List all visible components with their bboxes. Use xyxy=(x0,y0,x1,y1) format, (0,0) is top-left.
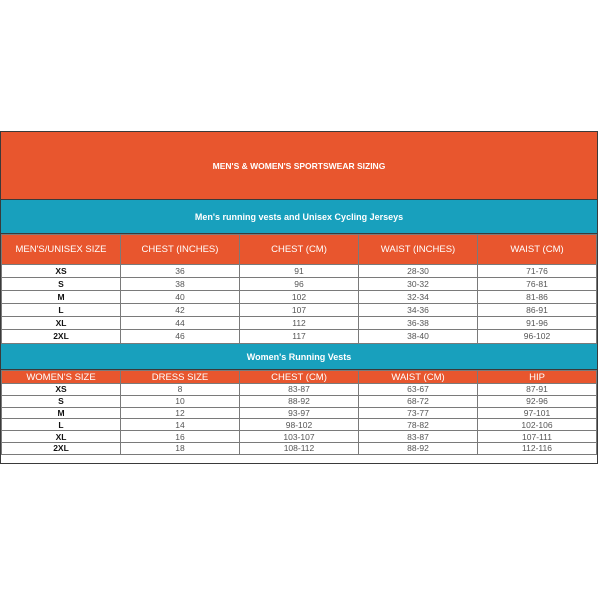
women-value-cell: 73-77 xyxy=(359,407,478,419)
table-row xyxy=(2,330,597,343)
women-value-cell: 83-87 xyxy=(240,384,359,396)
men-value-cell: 36-38 xyxy=(359,317,478,330)
men-value-cell: 38 xyxy=(121,278,240,291)
women-size-cell: L xyxy=(2,419,121,431)
men-size-cell: 2XL xyxy=(2,330,121,343)
men-column-header: CHEST (INCHES) xyxy=(121,235,240,265)
women-value-cell: 88-92 xyxy=(359,442,478,454)
women-size-cell: 2XL xyxy=(2,442,121,454)
women-size-table xyxy=(1,370,597,455)
table-row xyxy=(2,384,597,396)
table-row xyxy=(2,278,597,291)
women-value-cell: 12 xyxy=(121,407,240,419)
women-column-header: DRESS SIZE xyxy=(121,371,240,384)
women-section-heading-text: Women's Running Vests xyxy=(246,351,352,362)
men-header-row xyxy=(2,235,597,265)
men-value-cell: 91-96 xyxy=(478,317,597,330)
women-column-header: WAIST (CM) xyxy=(359,371,478,384)
women-value-cell: 63-67 xyxy=(359,384,478,396)
women-value-cell: 14 xyxy=(121,419,240,431)
women-value-cell: 102-106 xyxy=(478,419,597,431)
women-column-header: CHEST (CM) xyxy=(240,371,359,384)
men-value-cell: 96-102 xyxy=(478,330,597,343)
men-value-cell: 32-34 xyxy=(359,291,478,304)
women-header-row xyxy=(2,371,597,384)
table-row xyxy=(2,304,597,317)
men-section-heading xyxy=(1,200,597,234)
women-value-cell: 98-102 xyxy=(240,419,359,431)
table-row xyxy=(2,442,597,454)
men-value-cell: 36 xyxy=(121,265,240,278)
men-value-cell: 91 xyxy=(240,265,359,278)
men-column-header: WAIST (INCHES) xyxy=(359,235,478,265)
men-column-header: MEN'S/UNISEX SIZE xyxy=(2,235,121,265)
men-size-table xyxy=(1,234,597,344)
men-value-cell: 38-40 xyxy=(359,330,478,343)
table-row xyxy=(2,265,597,278)
men-size-cell: M xyxy=(2,291,121,304)
women-column-header: HIP xyxy=(478,371,597,384)
women-size-cell: XS xyxy=(2,384,121,396)
men-section-heading-text: Men's running vests and Unisex Cycling Jerseys xyxy=(194,211,404,222)
sizing-chart xyxy=(0,131,598,464)
women-value-cell: 88-92 xyxy=(240,395,359,407)
men-value-cell: 112 xyxy=(240,317,359,330)
men-value-cell: 96 xyxy=(240,278,359,291)
women-value-cell: 93-97 xyxy=(240,407,359,419)
table-row xyxy=(2,395,597,407)
men-value-cell: 30-32 xyxy=(359,278,478,291)
men-column-header: CHEST (CM) xyxy=(240,235,359,265)
women-value-cell: 92-96 xyxy=(478,395,597,407)
table-row xyxy=(2,419,597,431)
women-value-cell: 108-112 xyxy=(240,442,359,454)
women-table-body xyxy=(2,384,597,455)
men-value-cell: 28-30 xyxy=(359,265,478,278)
table-row xyxy=(2,407,597,419)
men-value-cell: 71-76 xyxy=(478,265,597,278)
women-value-cell: 68-72 xyxy=(359,395,478,407)
women-value-cell: 10 xyxy=(121,395,240,407)
table-row xyxy=(2,431,597,443)
women-section-heading xyxy=(1,344,597,370)
women-value-cell: 107-111 xyxy=(478,431,597,443)
women-value-cell: 112-116 xyxy=(478,442,597,454)
men-value-cell: 102 xyxy=(240,291,359,304)
women-size-cell: S xyxy=(2,395,121,407)
women-value-cell: 87-91 xyxy=(478,384,597,396)
women-value-cell: 18 xyxy=(121,442,240,454)
men-column-header: WAIST (CM) xyxy=(478,235,597,265)
women-value-cell: 103-107 xyxy=(240,431,359,443)
chart-title xyxy=(1,132,597,200)
men-value-cell: 40 xyxy=(121,291,240,304)
men-value-cell: 42 xyxy=(121,304,240,317)
men-value-cell: 117 xyxy=(240,330,359,343)
men-size-cell: S xyxy=(2,278,121,291)
men-table-body xyxy=(2,265,597,344)
men-size-cell: XL xyxy=(2,317,121,330)
women-size-cell: M xyxy=(2,407,121,419)
men-size-cell: XS xyxy=(2,265,121,278)
men-value-cell: 44 xyxy=(121,317,240,330)
women-value-cell: 97-101 xyxy=(478,407,597,419)
women-value-cell: 16 xyxy=(121,431,240,443)
chart-title-text: MEN'S & WOMEN'S SPORTSWEAR SIZING xyxy=(212,160,386,171)
men-value-cell: 107 xyxy=(240,304,359,317)
women-size-cell: XL xyxy=(2,431,121,443)
women-value-cell: 78-82 xyxy=(359,419,478,431)
women-column-header: WOMEN'S SIZE xyxy=(2,371,121,384)
table-row xyxy=(2,317,597,330)
women-value-cell: 83-87 xyxy=(359,431,478,443)
men-value-cell: 81-86 xyxy=(478,291,597,304)
men-value-cell: 76-81 xyxy=(478,278,597,291)
women-value-cell: 8 xyxy=(121,384,240,396)
men-value-cell: 34-36 xyxy=(359,304,478,317)
men-value-cell: 46 xyxy=(121,330,240,343)
men-size-cell: L xyxy=(2,304,121,317)
men-value-cell: 86-91 xyxy=(478,304,597,317)
table-row xyxy=(2,291,597,304)
